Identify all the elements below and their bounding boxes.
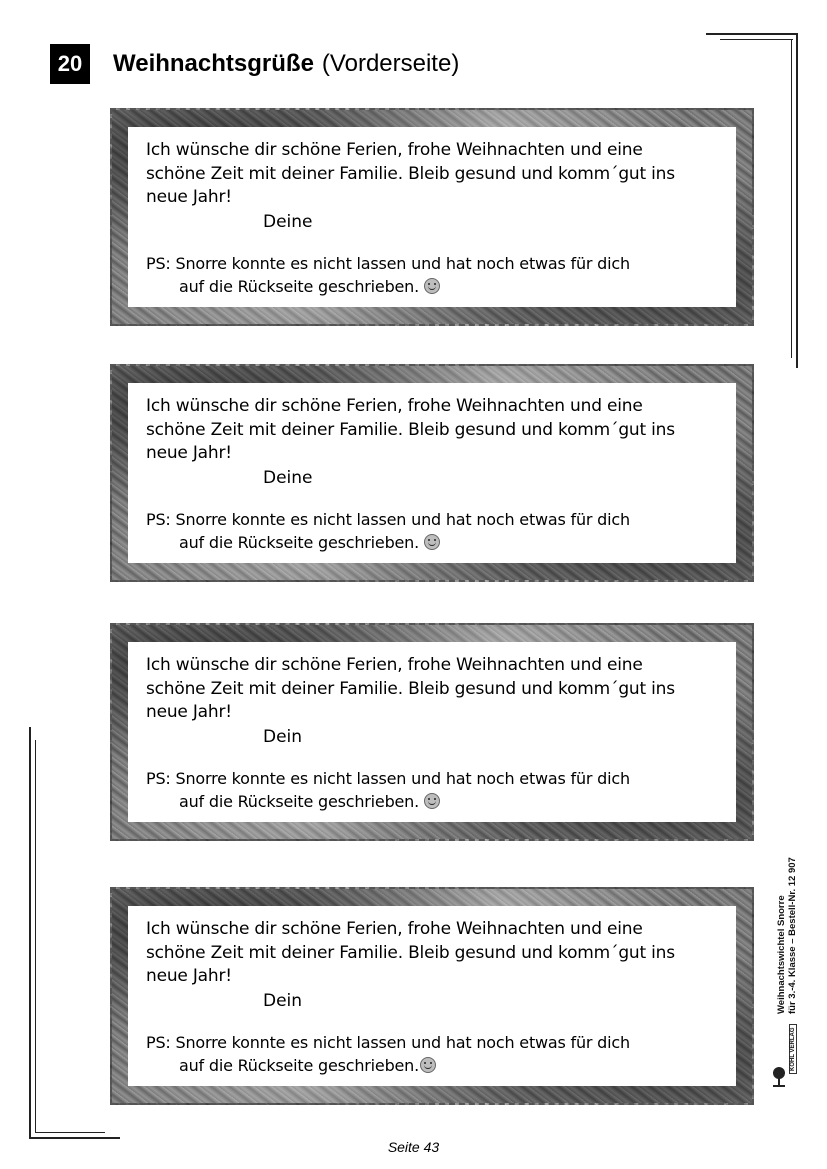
- postscript-line-1: PS: Snorre konnte es nicht lassen und hat noch etwas für dich: [146, 769, 630, 788]
- publisher-info-order: für 3.-4. Klasse – Bestell-Nr. 12 907: [787, 857, 798, 1014]
- postscript-line-2-wrap: [146, 790, 726, 813]
- frame-line-bottom-left-h2: [35, 1132, 105, 1133]
- greeting-card: [110, 108, 754, 326]
- smiley-icon: [420, 1057, 436, 1073]
- frame-line-bottom-left-v2: [35, 740, 36, 1133]
- worksheet-number-badge: 20: [50, 44, 90, 84]
- postscript-line-2-wrap: [146, 275, 726, 298]
- postscript-line-2: auf die Rückseite geschrieben.: [179, 1056, 419, 1075]
- postscript: [146, 1031, 726, 1077]
- greeting-card-text-area: [128, 383, 736, 563]
- postscript-line-2-wrap: [146, 531, 726, 554]
- postscript-line-2: auf die Rückseite geschrieben.: [179, 533, 419, 552]
- postscript-line-1: PS: Snorre konnte es nicht lassen und hat noch etwas für dich: [146, 1033, 630, 1052]
- publisher-logo-text: KOHL VERLAG: [789, 1024, 797, 1074]
- frame-line-bottom-left-v1: [29, 727, 31, 1139]
- smiley-icon: [424, 278, 440, 294]
- postscript-line-1: PS: Snorre konnte es nicht lassen und hat noch etwas für dich: [146, 254, 630, 273]
- postscript-line-2-wrap: [146, 1054, 726, 1077]
- frame-line-top-right-v2: [791, 39, 792, 358]
- greeting-signature: Deine: [263, 212, 313, 232]
- greeting-message: Ich wünsche dir schöne Ferien, frohe Weihnachten und eine schöne Zeit mit deiner Familie. Bleib gesund und komm´gut ins neue Jahr!: [146, 396, 675, 463]
- postscript-line-1: PS: Snorre konnte es nicht lassen und hat noch etwas für dich: [146, 510, 630, 529]
- page-title: [113, 48, 459, 80]
- greeting-card: [110, 364, 754, 582]
- greeting-card: [110, 887, 754, 1105]
- greeting-message: Ich wünsche dir schöne Ferien, frohe Weihnachten und eine schöne Zeit mit deiner Familie. Bleib gesund und komm´gut ins neue Jahr!: [146, 655, 675, 722]
- greeting-signature: Dein: [263, 991, 303, 1011]
- smiley-icon: [424, 793, 440, 809]
- smiley-icon: [424, 534, 440, 550]
- greeting-card-text-area: [128, 642, 736, 822]
- greeting-signature: Deine: [263, 468, 313, 488]
- frame-line-top-right-h1: [706, 33, 798, 35]
- frame-line-top-right-v1: [796, 33, 798, 368]
- page-number: Seite 43: [387, 1139, 440, 1155]
- greeting-card-text-area: [128, 127, 736, 307]
- postscript: [146, 252, 726, 298]
- greeting-message: Ich wünsche dir schöne Ferien, frohe Weihnachten und eine schöne Zeit mit deiner Familie. Bleib gesund und komm´gut ins neue Jahr!: [146, 919, 675, 986]
- postscript: [146, 767, 726, 813]
- page-title-subtitle: (Vorderseite): [321, 50, 460, 77]
- tree-logo-icon: [772, 1066, 786, 1088]
- frame-line-top-right-h2: [720, 39, 793, 40]
- publisher-info: [776, 857, 798, 1014]
- postscript-line-2: auf die Rückseite geschrieben.: [179, 792, 419, 811]
- postscript: [146, 508, 726, 554]
- greeting-message: Ich wünsche dir schöne Ferien, frohe Weihnachten und eine schöne Zeit mit deiner Familie. Bleib gesund und komm´gut ins neue Jahr!: [146, 140, 675, 207]
- publisher-info-title: Weihnachtswichtel Snorre: [776, 895, 787, 1014]
- page-title-main: Weihnachtsgrüße: [113, 50, 314, 77]
- greeting-card: [110, 623, 754, 841]
- postscript-line-2: auf die Rückseite geschrieben.: [179, 277, 419, 296]
- greeting-signature: Dein: [263, 727, 303, 747]
- greeting-card-text-area: [128, 906, 736, 1086]
